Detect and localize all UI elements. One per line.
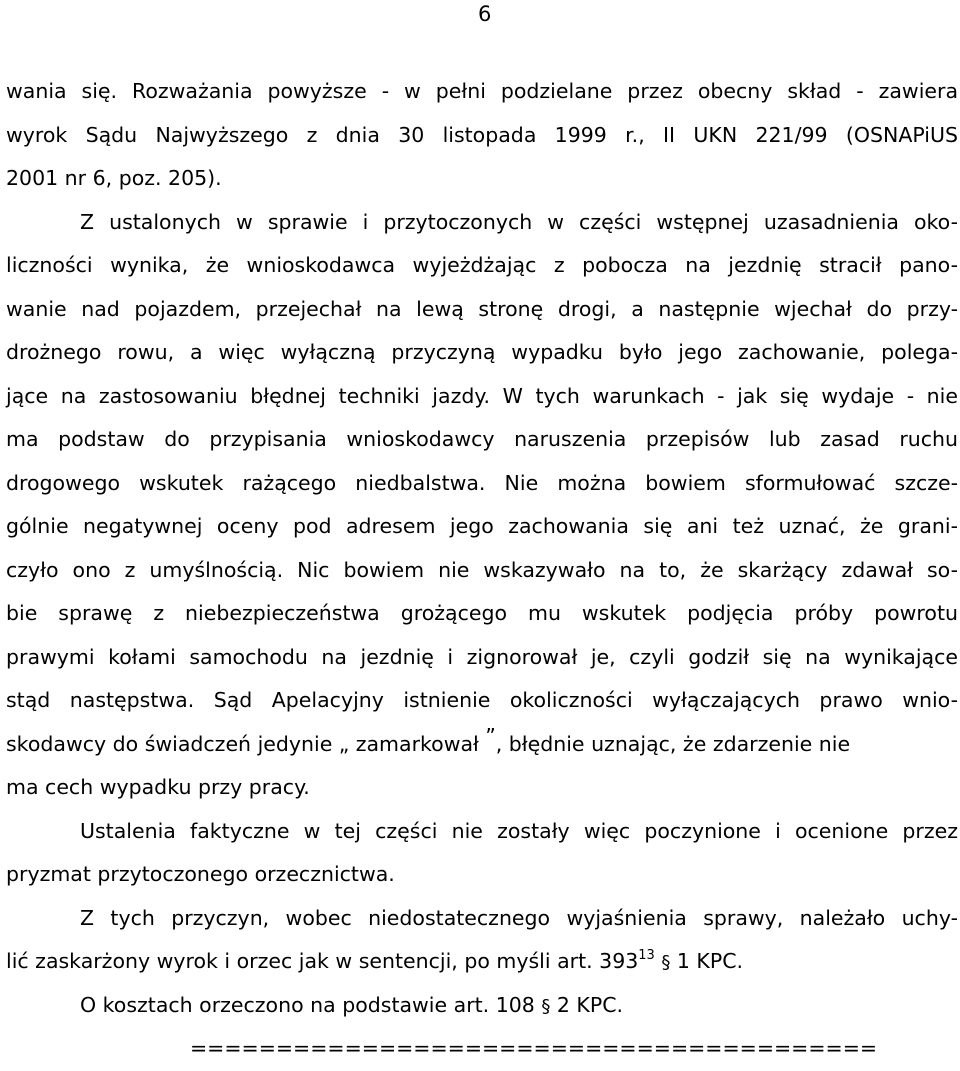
text-line: Z tych przyczyn, wobec niedostatecznego wyjaśnienia sprawy, należało uchy- <box>80 905 958 930</box>
text-line: 2001 nr 6, poz. 205). <box>6 166 222 190</box>
text-line: czyło ono z umyślnością. Nic bowiem nie wskazywało na to, że skarżący zdawał so- <box>6 557 958 582</box>
text-fragment: 1 KPC. <box>670 949 744 973</box>
text-line: wania się. Rozważania powyższe - w pełni podzielane przez obecny skład - zawiera <box>6 79 958 103</box>
text-line-costs <box>6 984 958 1028</box>
text-line: prawymi kołami samochodu na jezdnię i zignorował je, czyli godził się na wynikające <box>6 644 958 669</box>
closing-quote: ” <box>485 723 496 748</box>
text-line-quoted <box>6 723 958 767</box>
text-line: bie sprawę z niebezpieczeństwa grożącego mu wskutek podjęcia próby powrotu <box>6 601 958 625</box>
separator-line: ======================================== <box>190 1036 878 1060</box>
text-line: wyrok Sądu Najwyższego z dnia 30 listopada 1999 r., II UKN 221/99 (OSNAPiUS <box>6 122 958 147</box>
text-fragment: O kosztach orzeczono na podstawie art. 108 <box>80 992 542 1017</box>
text-fragment: skodawcy do świadczeń jedynie <box>6 731 339 756</box>
superscript: 13 <box>638 948 655 963</box>
text-line: wanie nad pojazdem, przejechał na lewą stronę drogi, a następnie wjechał do przy- <box>6 296 958 321</box>
text-line: ma podstaw do przypisania wnioskodawcy naruszenia przepisów lub zasad ruchu <box>6 427 958 451</box>
text-line: drożnego rowu, a więc wyłączną przyczyną wypadku było jego zachowanie, polega- <box>6 340 958 364</box>
text-line: ma cech wypadku przy pracy. <box>6 775 310 799</box>
section-sign: § <box>541 995 551 1017</box>
text-line: gólnie negatywnej oceny pod adresem jego zachowania się ani też uznać, że grani- <box>6 514 958 538</box>
text-fragment: , błędnie uznając, że zdarzenie nie <box>495 731 851 756</box>
opening-quote: „ <box>338 731 350 756</box>
page-number: 6 <box>478 2 492 26</box>
text-line: drogowego wskutek rażącego niedbalstwa. Nie można bowiem sformułować szcze- <box>6 470 958 495</box>
text-line: pryzmat przytoczonego orzecznictwa. <box>6 862 395 886</box>
text-line: stąd następstwa. Sąd Apelacyjny istnienie okoliczności wyłączających prawo wnio- <box>6 688 958 712</box>
text-line: Ustalenia faktyczne w tej części nie zostały więc poczynione i ocenione przez <box>80 818 958 843</box>
text-line: jące na zastosowaniu błędnej techniki jazdy. W tych warunkach - jak się wydaje - nie <box>6 383 958 408</box>
text-line: liczności wynika, że wnioskodawca wyjeżdżając z pobocza na jezdnię stracił pano- <box>6 253 958 277</box>
text-fragment: 2 KPC. <box>550 992 624 1017</box>
text-fragment: lić zaskarżony wyrok i orzec jak w sentencji, po myśli art. 393 <box>6 949 639 973</box>
quoted-word: zamarkował <box>349 731 486 756</box>
text-line-article-reference <box>6 940 958 984</box>
text-line: Z ustalonych w sprawie i przytoczonych w części wstępnej uzasadnienia oko- <box>80 209 958 234</box>
document-body <box>6 70 958 1071</box>
section-sign: § <box>661 952 671 973</box>
